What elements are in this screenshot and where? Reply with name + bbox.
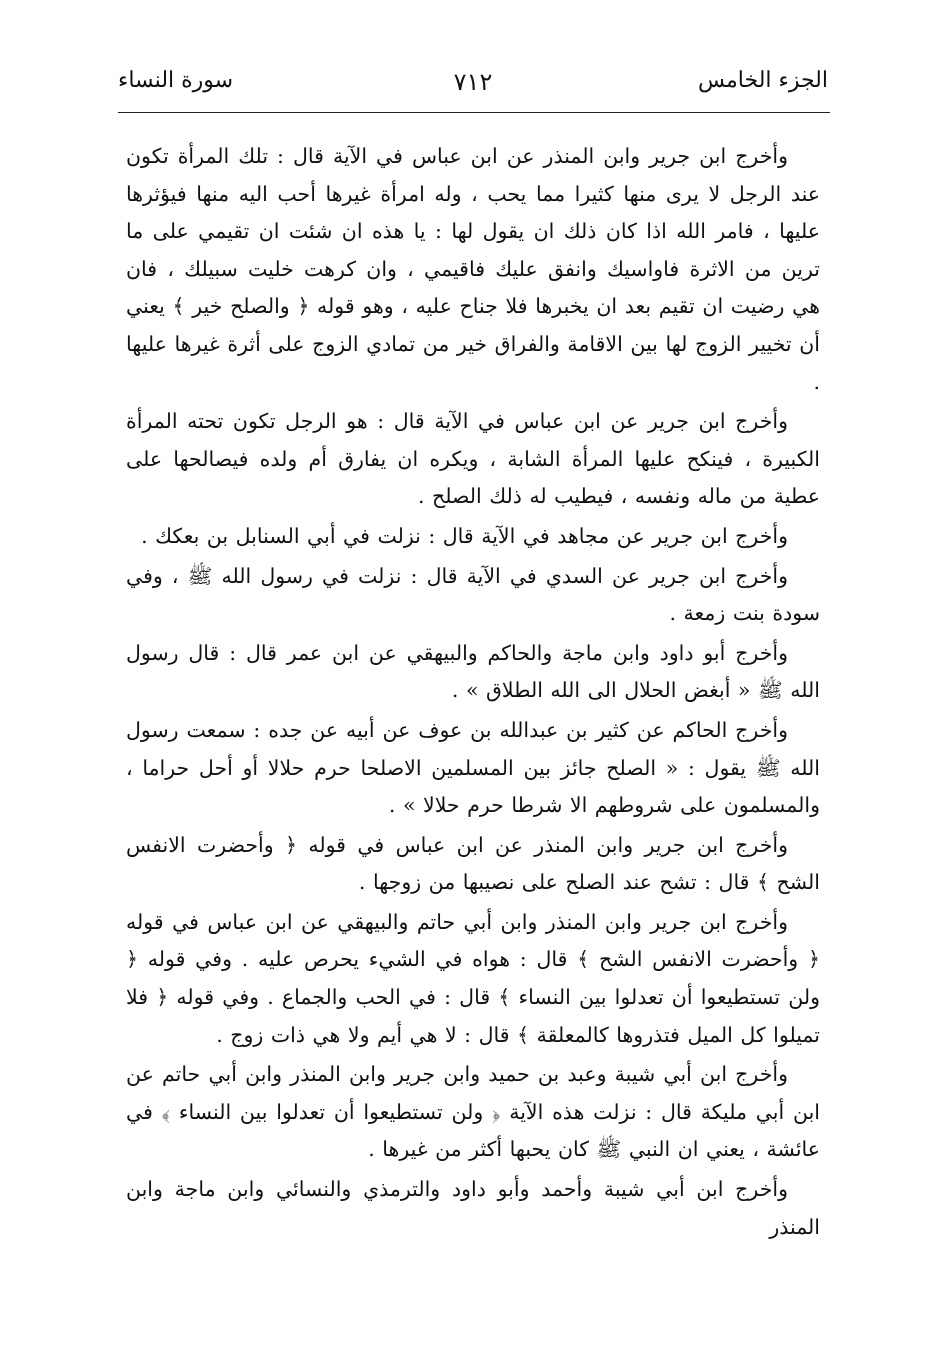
paragraph: وأخرج ابن أبي شيبة وأحمد وأبو داود والترمذي والنسائي وابن ماجة وابن المنذر — [126, 1177, 820, 1239]
paragraph: وأخرج ابن جرير وابن المنذر عن ابن عباس في الآية قال : تلك المرأة تكون عند الرجل لا يرى منها كثيرا مما يحب ، وله امرأة غيرها أحب اليه منها فيؤثرها عليها ، فامر الله اذا كان ذلك ان يقول لها : يا هذه ان شئت ان تقيمي على ما ترين من الاثرة فاواسيك وانفق عليك فاقيمي ، وان كرهت خليت سبيلك ، فان هي رضيت ان تقيم بعد ان يخبرها فلا جناح عليه ، وهو قوله ﴿ والصلح خير ﴾ يعني أن تخيير الزوج لها بين الاقامة والفراق خير من تمادي الزوج على أثرة غيرها عليها . — [126, 144, 820, 394]
header-divider — [118, 112, 830, 113]
page-number: ٧١٢ — [453, 68, 493, 96]
part-title: الجزء الخامس — [697, 68, 828, 93]
paragraph: وأخرج الحاكم عن كثير بن عبدالله بن عوف عن أبيه عن جده : سمعت رسول الله ﷺ يقول : « الصلح جائز بين المسلمين الاصلحا حرم حلالا أو أحل حراما ، والمسلمون على شروطهم الا شرطا حرم حلالا » . — [126, 717, 820, 818]
paragraph: وأخرج ابن جرير عن ابن عباس في الآية قال : هو الرجل تكون تحته المرأة الكبيرة ، فينكح عليها المرأة الشابة ، ويكره ان يفارق أم ولده فيصالحها على عطية من ماله ونفسه ، فيطيب له ذلك الصلح . — [126, 409, 820, 509]
page-header — [118, 62, 828, 106]
paragraph: وأخرج ابن جرير عن مجاهد في الآية قال : نزلت في أبي السنابل بن بعكك . — [141, 523, 788, 548]
paragraph: وأخرج ابن جرير وابن المنذر وابن أبي حاتم والبيهقي عن ابن عباس في قوله ﴿ وأحضرت الانفس الشح ﴾ قال : هواه في الشيء يحرص عليه . وفي قوله ﴿ ولن تستطيعوا أن تعدلوا بين النساء ﴾ قال : في الحب والجماع . وفي قوله ﴿ فلا تميلوا كل الميل فتذروها كالمعلقة ﴾ قال : لا هي أيم ولا هي ذات زوج . — [126, 909, 820, 1047]
paragraph: وأخرج أبو داود وابن ماجة والحاكم والبيهقي عن ابن عمر قال : قال رسول الله ﷺ « أبغض الحلال الى الله الطلاق » . — [126, 640, 820, 703]
paragraph: وأخرج ابن أبي شيبة وعبد بن حميد وابن جرير وابن المنذر وابن أبي حاتم عن ابن أبي مليكة قال : نزلت هذه الآية ﴿ ولن تستطيعوا أن تعدلوا بين النساء ﴾ في عائشة ، يعني ان النبي ﷺ كان يحبها أكثر من غيرها . — [126, 1062, 820, 1162]
surah-title: سورة النساء — [118, 68, 234, 93]
paragraph: وأخرج ابن جرير عن السدي في الآية قال : نزلت في رسول الله ﷺ ، وفي سودة بنت زمعة . — [126, 563, 820, 626]
page-body — [126, 138, 820, 1268]
paragraph: وأخرج ابن جرير وابن المنذر عن ابن عباس في قوله ﴿ وأحضرت الانفس الشح ﴾ قال : تشح عند الصلح على نصيبها من زوجها . — [126, 832, 820, 895]
